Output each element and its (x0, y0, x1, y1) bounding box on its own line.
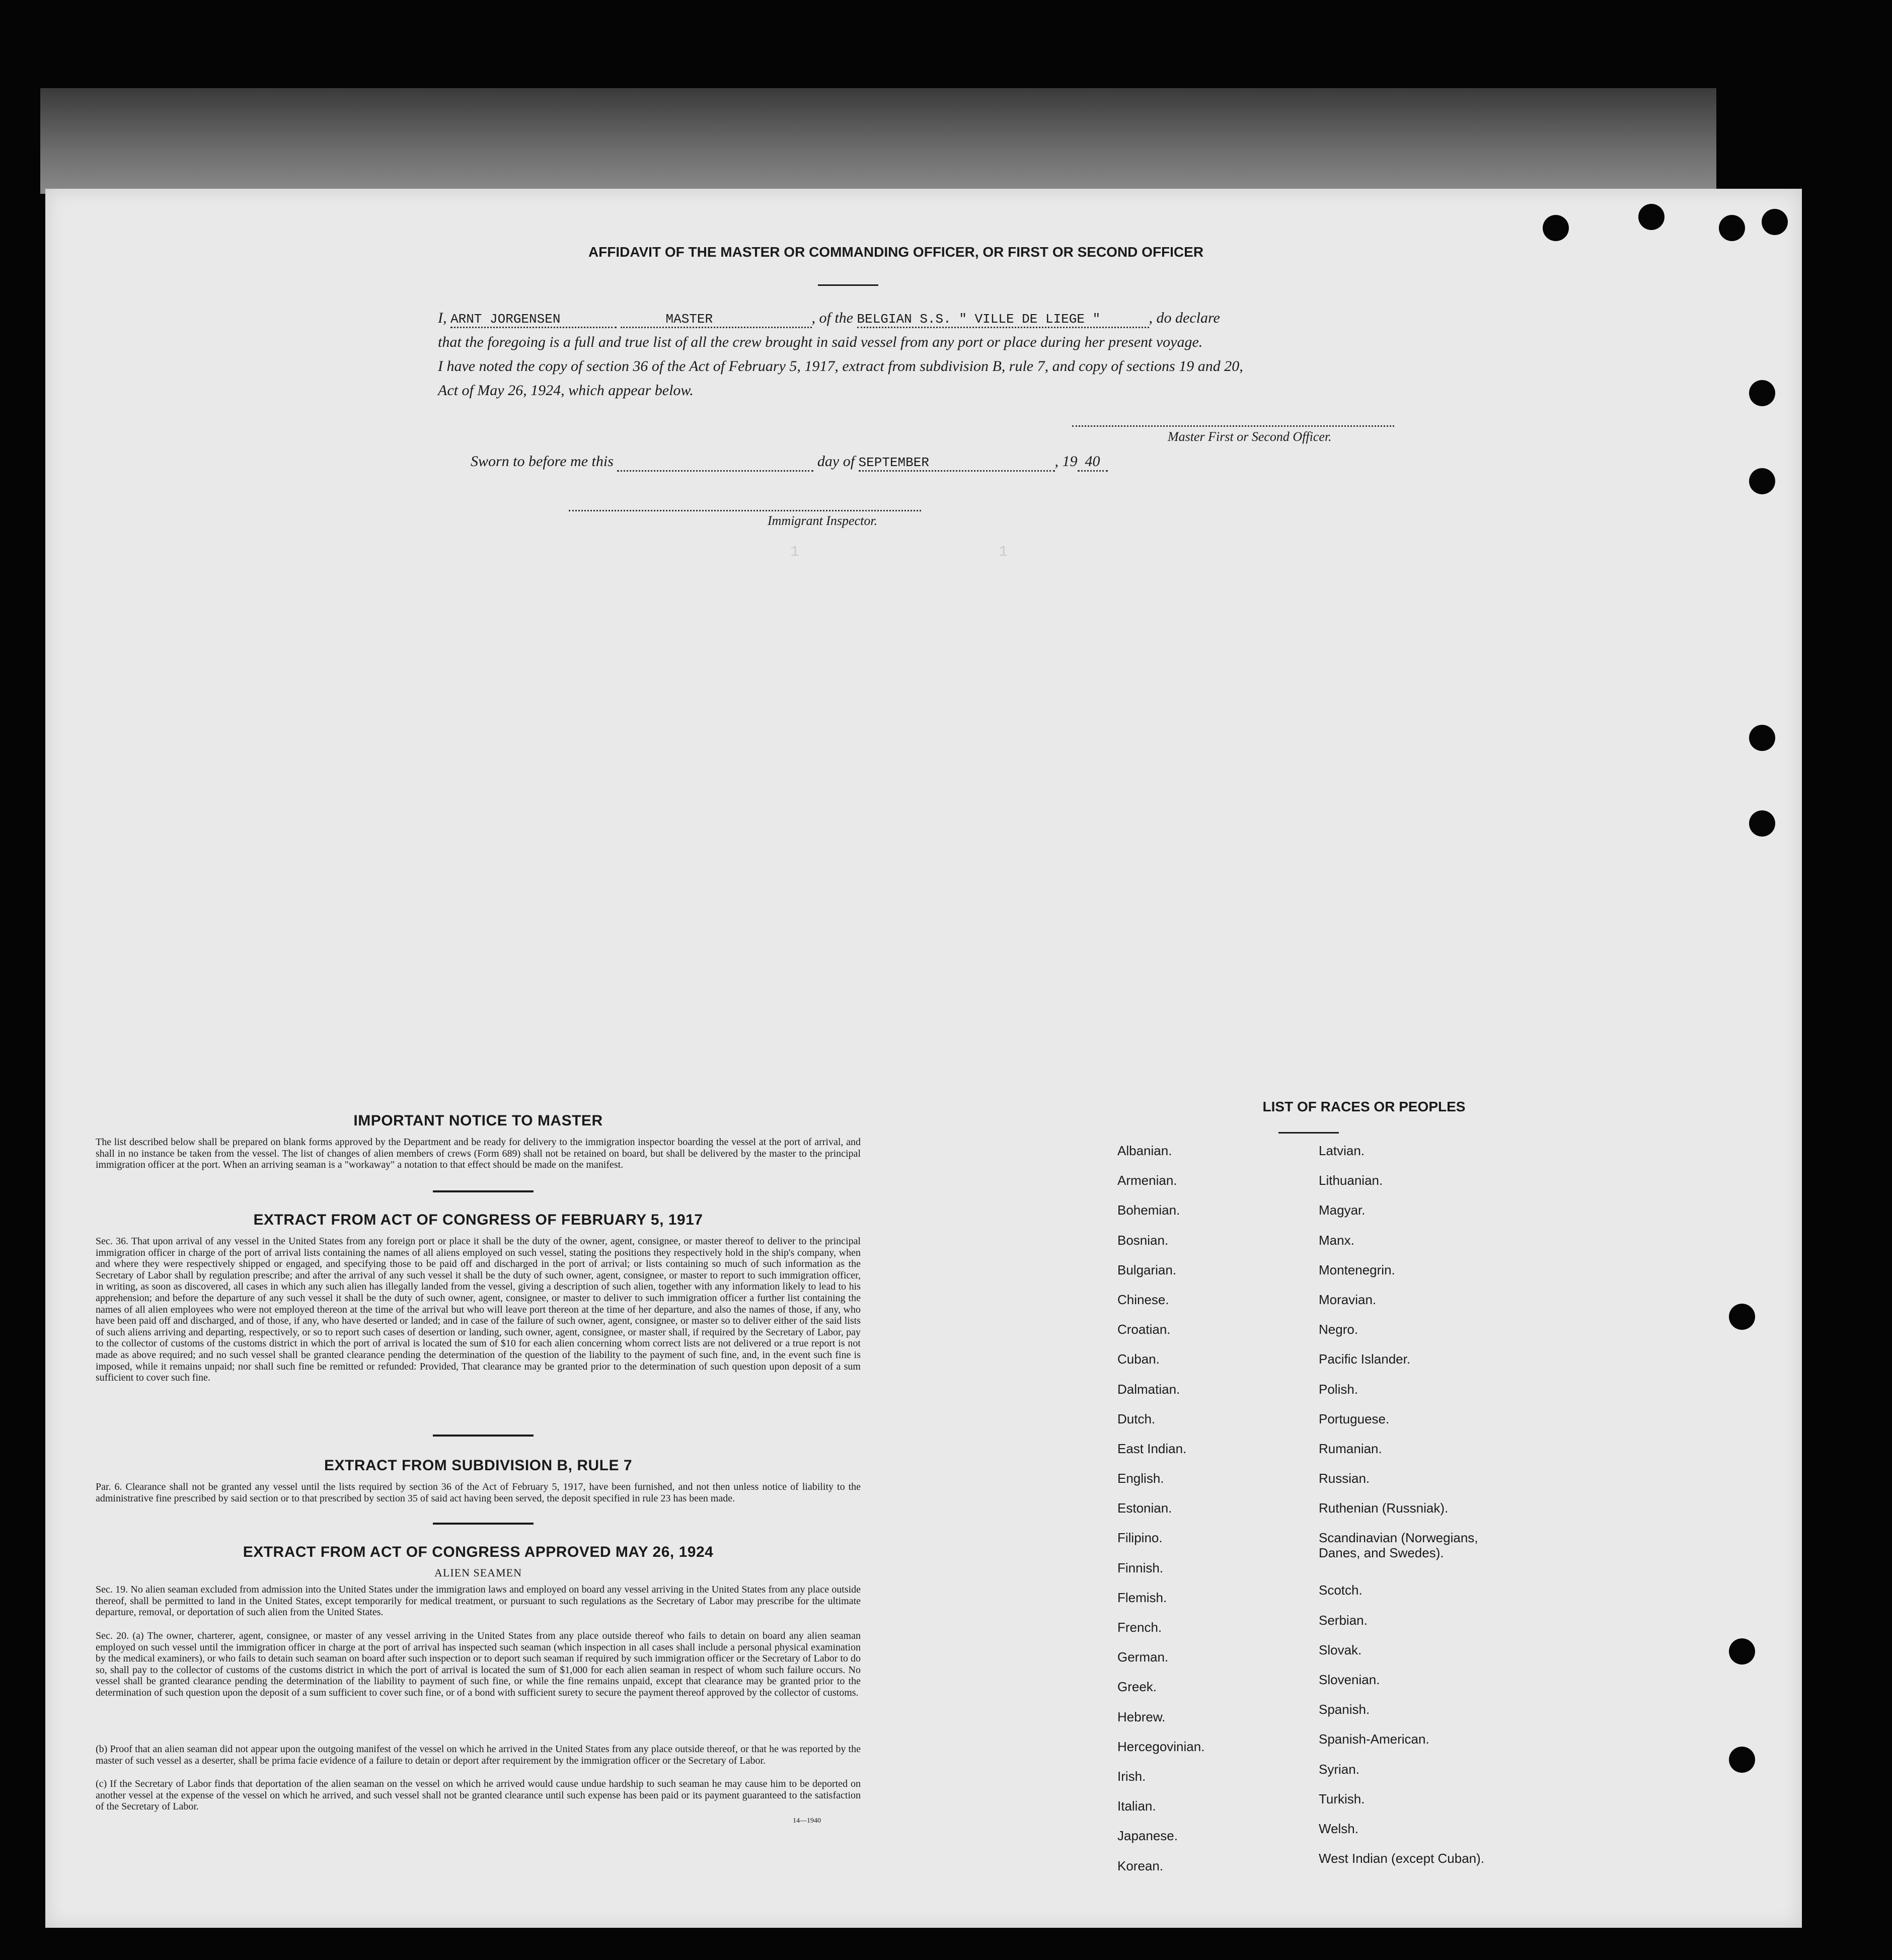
year-prefix: , 19 (1054, 453, 1078, 470)
extract-1924-title: EXTRACT FROM ACT OF CONGRESS APPROVED MAY 26, 1924 (243, 1544, 714, 1560)
race-entry: Moravian. (1319, 1292, 1377, 1307)
extract-1917-body: Sec. 36. That upon arrival of any vessel in the United States from any foreign port or place it shall be the duty of the owner, agent, consignee, or master thereof to deliver to the principal immigration officer in charge of the port of arrival lists containing the names of all aliens employed on such vessel, stating the positions they respectively hold in the ship's company, when and where they were respectively shipped or engaged, and specifying those to be paid off and discharged in the port of arrival; or lists containing so much of such information as the Secretary of Labor shall by regulation prescribe; and after the arrival of any such vessel it shall be the duty of such owner, agent, consignee, or master to report to such immigration officer, in writing, as soon as discovered, all cases in which any such alien has illegally landed from the vessel, giving a description of such alien, together with any information likely to lead to his apprehension; and before the departure of any such vessel it shall be the duty of such owner, agent, consignee, or master to deliver to such immigration officer a further list containing the names of all alien employees who were not employed thereon at the time of the arrival but who will leave port thereon at the time of her departure, and also the names of those, if any, who have been paid off and discharged, and of those, if any, who have deserted or landed; and in case of the failure of such owner, agent, consignee, or master so to deliver either of the said lists of such aliens arriving and departing, respectively, or so to report such cases of desertion or landing, such owner, agent, consignee, or master shall, if required by the Secretary of Labor, pay to the collector of customs of the customs district in which the port of arrival is located the sum of $10 for each alien concerning whom correct lists are not delivered or a true report is not made as above required; and no such vessel shall be granted clearance pending the determination of the question of the liability to the payment of such fine, and, in the event such fine is imposed, while it remains unpaid; nor shall such fine be remitted or refunded: Provided, That clearance may be granted prior to the determination of such question upon deposit of a sum sufficient to cover such fine. (96, 1236, 861, 1384)
master-name-field[interactable]: ARNT JORGENSEN (450, 312, 617, 328)
punch-hole (1729, 1638, 1755, 1665)
punch-hole (1749, 468, 1775, 494)
affidavit-title: AFFIDAVIT OF THE MASTER OR COMMANDING OFFICER, OR FIRST OR SECOND OFFICER (588, 244, 1204, 260)
race-entry: Croatian. (1117, 1322, 1171, 1337)
race-entry: Portuguese. (1319, 1411, 1390, 1426)
race-entry: Bohemian. (1117, 1202, 1180, 1218)
sworn-day-field[interactable] (617, 453, 813, 472)
punch-hole (1638, 204, 1664, 230)
race-entry: Japanese. (1117, 1828, 1178, 1844)
bleed-through-text (790, 627, 1325, 644)
race-entry: Manx. (1319, 1232, 1354, 1248)
notice-body: The list described below shall be prepared on blank forms approved by the Department and be ready for delivery to the immigration inspector boarding the vessel at the port of arrival, and shall in no instance be taken from the vessel. The list of changes of alien members of crews (Form 689) shall not be retained on board, but shall be delivered by the master to the principal immigration officer at the port. When an arriving seaman is a "workaway" a notation to that effect should be made on the manifest. (96, 1137, 861, 1171)
punch-hole (1729, 1304, 1755, 1330)
rule7-title: EXTRACT FROM SUBDIVISION B, RULE 7 (324, 1457, 633, 1474)
scan-background-top (40, 88, 1716, 194)
form-number: 14—1940 (793, 1817, 821, 1825)
race-entry: Rumanian. (1319, 1441, 1382, 1456)
sec20b-body: (b) Proof that an alien seaman did not appear upon the outgoing manifest of the vessel on which he arrived in the United States from any place outside thereof, or that he was reported by the master of such vessel as a deserter, shall be prima facie evidence of a failure to detain or deport after requirement by the immigration officer or the Secretary of Labor. (96, 1744, 861, 1766)
race-entry: Magyar. (1319, 1202, 1366, 1218)
race-entry: Scotch. (1319, 1582, 1363, 1598)
rule7-body: Par. 6. Clearance shall not be granted any vessel until the lists required by section 36 of the Act of February 5, 1917, have been furnished, and not then unless notice of liability to the administrative fine prescribed by said section or to that prescribed by section 35 of said act having been served, the deposit specified in rule 23 has been made. (96, 1481, 861, 1504)
sworn-month-field[interactable]: SEPTEMBER (859, 455, 1055, 472)
day-of-text: day of (817, 453, 855, 470)
sec20a-body: Sec. 20. (a) The owner, charterer, agent, consignee, or master of any vessel arriving in the United States from any place outside thereof who fails to detain on board any alien seaman employed on such vessel until the immigration officer in charge at the port of arrival has inspected such seaman (which inspection in all cases shall include a personal physical examination by the medical examiners), or who fails to detain such seaman on board after such inspection or to deport such seaman if required by such immigration officer or the Secretary of Labor to do so, shall pay to the collector of customs of the customs district in which the port of arrival is located the sum of $1,000 for each alien seaman in respect of whom such failure occurs. No vessel shall be granted clearance pending the determination of the liability to payment of such fine, or while the fine remains unpaid, except that clearance may be granted prior to the determination of such question upon the deposit of a sum sufficient to cover such fine, or of a bond with sufficient surety to secure the payment thereof approved by the collector of customs. (96, 1630, 861, 1698)
do-declare-text: , do declare (1149, 310, 1220, 326)
race-entry: West Indian (except Cuban). (1319, 1851, 1485, 1866)
races-title: LIST OF RACES OR PEOPLES (1262, 1099, 1466, 1114)
race-entry: German. (1117, 1649, 1169, 1665)
signature-caption: Master First or Second Officer. (1168, 429, 1332, 444)
race-entry: Scandinavian (Norwegians, Danes, and Swedes). (1319, 1530, 1478, 1561)
notice-title: IMPORTANT NOTICE TO MASTER (353, 1112, 603, 1129)
section-divider (433, 1435, 534, 1437)
race-entry: Estonian. (1117, 1500, 1172, 1516)
race-entry: Bulgarian. (1117, 1262, 1177, 1277)
declaration-line-3: I have noted the copy of section 36 of the Act of February 5, 1917, extract from subdivision B, rule 7, and copy of sections 19 and 20, (438, 358, 1243, 374)
race-entry: Polish. (1319, 1381, 1358, 1397)
race-entry: French. (1117, 1620, 1162, 1635)
race-entry: Montenegrin. (1319, 1262, 1395, 1277)
punch-hole (1749, 725, 1775, 751)
sec20c-body: (c) If the Secretary of Labor finds that deportation of the alien seaman on the vessel on which he arrived would cause undue hardship to such seaman he may cause him to be deported on another vessel at the expense of the vessel on which he arrived, and such vessel shall not be granted clearance until such expense has been paid or its payment guaranteed to the satisfaction of the Secretary of Labor. (96, 1778, 861, 1813)
declaration-line-4: Act of May 26, 1924, which appear below. (438, 382, 694, 399)
i-prefix: I, (438, 310, 447, 326)
sec19-body: Sec. 19. No alien seaman excluded from admission into the United States under the immigration laws and employed on board any vessel arriving in the United States from any place outside thereof, shall be permitted to land in the United States, except temporarily for medical treatment, or pursuant to such regulations as the Secretary of Labor may prescribe for the ultimate departure, removal, or deportation of such alien from the United States. (96, 1584, 861, 1618)
race-entry: Cuban. (1117, 1351, 1160, 1367)
race-entry: Finnish. (1117, 1560, 1164, 1575)
sworn-year-field[interactable]: 40 (1078, 453, 1108, 472)
punch-hole (1749, 380, 1775, 406)
race-entry: Italian. (1117, 1798, 1156, 1814)
rank-field[interactable]: MASTER (621, 312, 812, 328)
race-entry: Albanian. (1117, 1143, 1172, 1158)
race-entry: Dalmatian. (1117, 1381, 1180, 1397)
punch-hole (1729, 1747, 1755, 1773)
declaration-line-2: that the foregoing is a full and true list of all the crew brought in said vessel from any port or place during her present voyage. (438, 334, 1203, 350)
race-entry: Serbian. (1319, 1612, 1368, 1628)
race-entry: Pacific Islander. (1319, 1351, 1411, 1367)
inspector-signature-line[interactable] (569, 510, 921, 511)
vessel-field[interactable]: BELGIAN S.S. " VILLE DE LIEGE " (857, 312, 1149, 328)
race-entry: Hercegovinian. (1117, 1739, 1205, 1754)
race-entry: Filipino. (1117, 1530, 1163, 1546)
punch-hole (1749, 810, 1775, 837)
race-entry: Chinese. (1117, 1292, 1169, 1307)
race-entry: Flemish. (1117, 1590, 1167, 1605)
race-entry: Greek. (1117, 1679, 1157, 1695)
of-the-text: , of the (811, 310, 853, 326)
master-signature-line[interactable] (1072, 425, 1394, 427)
races-divider (1278, 1132, 1339, 1134)
race-entry: Latvian. (1319, 1143, 1365, 1158)
extract-1917-title: EXTRACT FROM ACT OF CONGRESS OF FEBRUARY 5, 1917 (253, 1212, 703, 1228)
sworn-line (471, 453, 1276, 472)
race-entry: Welsh. (1319, 1821, 1358, 1836)
race-entry: Bosnian. (1117, 1232, 1169, 1248)
race-entry: Armenian. (1117, 1173, 1177, 1188)
title-underline (818, 284, 878, 286)
document-page (45, 189, 1802, 1928)
section-divider (433, 1190, 534, 1192)
race-entry: Negro. (1319, 1322, 1358, 1337)
race-entry: Ruthenian (Russniak). (1319, 1500, 1449, 1516)
race-entry: English. (1117, 1471, 1164, 1486)
race-entry: Turkish. (1319, 1791, 1365, 1806)
section-divider (433, 1523, 534, 1525)
race-entry: Hebrew. (1117, 1709, 1166, 1724)
punch-hole (1762, 209, 1788, 235)
race-entry: Korean. (1117, 1858, 1164, 1873)
extract-1924-subtitle: ALIEN SEAMEN (434, 1566, 522, 1579)
race-entry: Irish. (1117, 1768, 1146, 1784)
declaration-line-1 (438, 310, 1585, 328)
punch-hole (1543, 215, 1569, 241)
race-entry: Dutch. (1117, 1411, 1156, 1426)
inspector-caption: Immigrant Inspector. (768, 513, 878, 528)
race-entry: Syrian. (1319, 1761, 1359, 1777)
race-entry: Spanish. (1319, 1702, 1370, 1717)
punch-hole (1719, 215, 1745, 241)
bleed-through-text: 1 1 (790, 544, 1008, 561)
race-entry: Slovak. (1319, 1642, 1362, 1657)
race-entry: Spanish-American. (1319, 1731, 1429, 1747)
races-left-column (1117, 1143, 1309, 1888)
race-entry: Lithuanian. (1319, 1173, 1383, 1188)
races-right-column (1319, 1143, 1510, 1880)
race-entry: East Indian. (1117, 1441, 1187, 1456)
race-entry: Russian. (1319, 1471, 1370, 1486)
sworn-prefix: Sworn to before me this (471, 453, 614, 470)
race-entry: Slovenian. (1319, 1672, 1380, 1687)
